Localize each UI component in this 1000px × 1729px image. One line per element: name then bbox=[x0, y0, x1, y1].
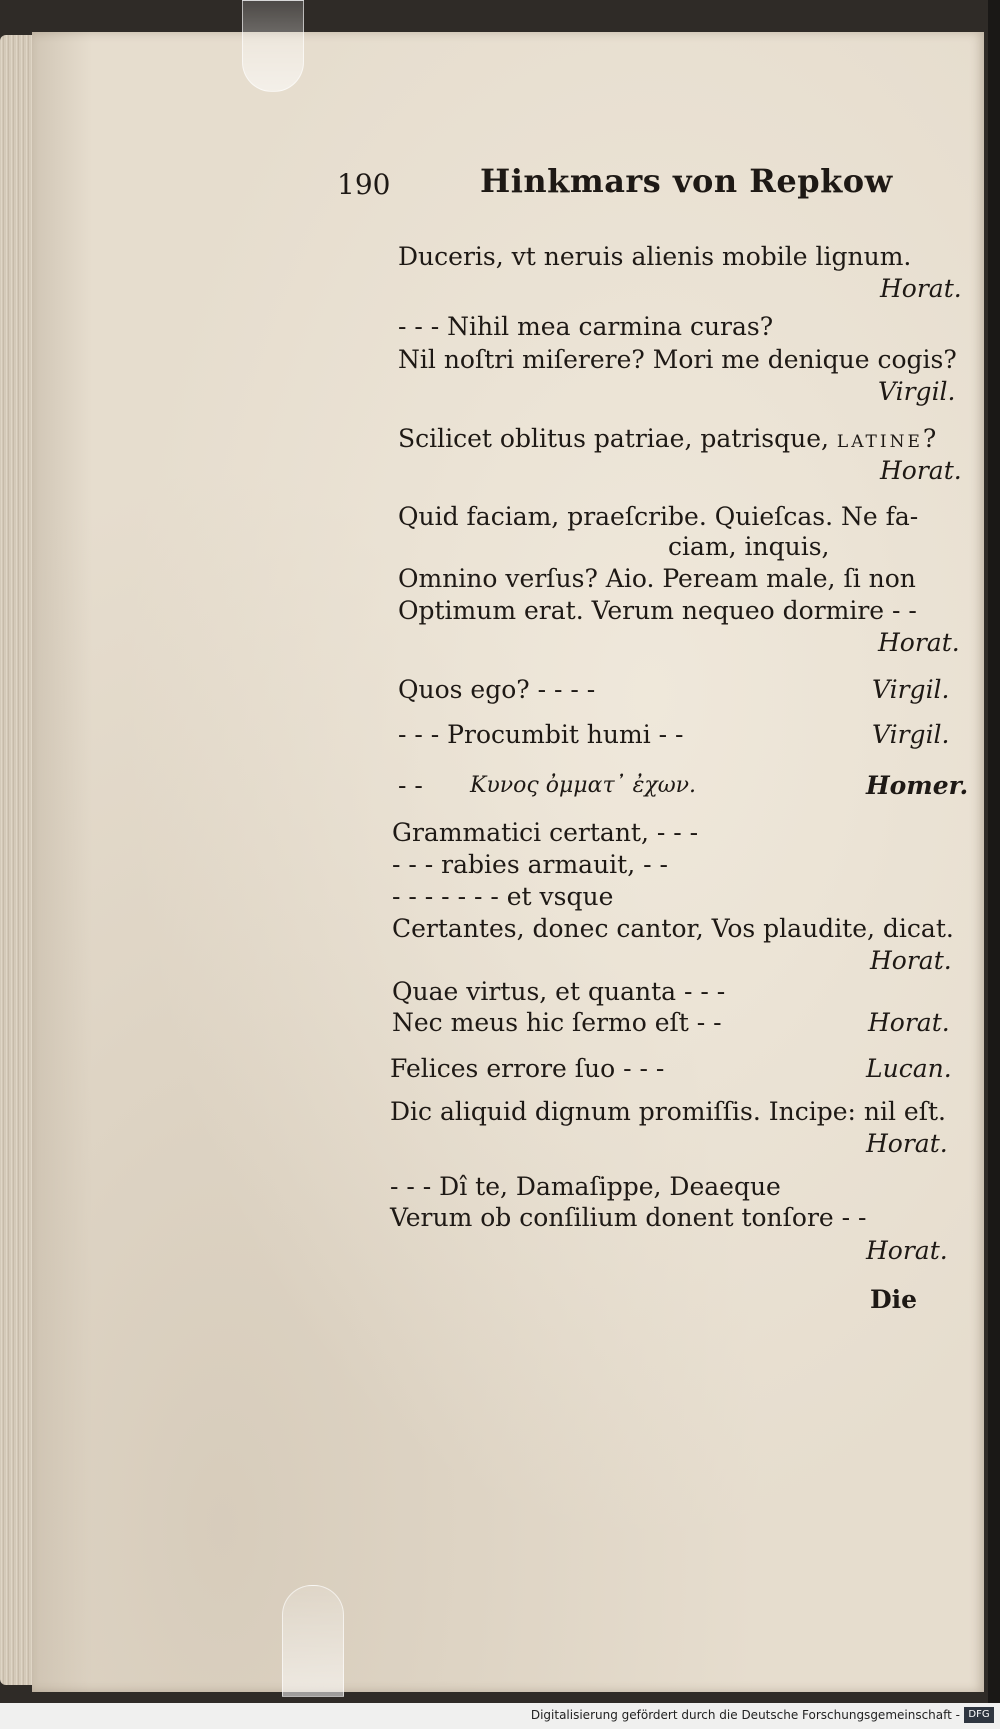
source-attribution: Virgil. bbox=[878, 377, 956, 406]
source-attribution: Lucan. bbox=[866, 1054, 952, 1083]
source-attribution: Virgil. bbox=[872, 720, 950, 749]
text-line: Quae virtus, et quanta - - - bbox=[392, 977, 726, 1006]
dfg-logo: DFG bbox=[964, 1707, 994, 1723]
source-attribution: Horat. bbox=[866, 1236, 948, 1265]
text-line: - - - Dî te, Damaſippe, Deaeque bbox=[390, 1172, 781, 1201]
text-line: Duceris, vt neruis alienis mobile lignum. bbox=[398, 242, 912, 271]
text-line: Nil noſtri miſerere? Mori me denique cogis? bbox=[398, 345, 957, 374]
text-line: Omnino verſus? Aio. Peream male, ſi non bbox=[398, 564, 916, 593]
text-line: Quos ego? - - - - bbox=[398, 675, 596, 704]
text-line: Dic aliquid dignum promiſſis. Incipe: nil eſt. bbox=[390, 1097, 946, 1126]
text-line: Felices errore ſuo - - - bbox=[390, 1054, 665, 1083]
glass-clip-bottom bbox=[282, 1585, 344, 1697]
source-attribution: Horat. bbox=[870, 946, 952, 975]
greek-quotation: Κυνος ὀμματ᾽ ἐχων. bbox=[470, 773, 697, 798]
text-line: - - bbox=[398, 771, 423, 800]
source-attribution: Virgil. bbox=[872, 675, 950, 704]
catchword: Die bbox=[870, 1285, 918, 1314]
glass-clip-top bbox=[242, 0, 304, 92]
text-line: Verum ob conſilium donent tonſore - - bbox=[390, 1203, 867, 1232]
text-line: - - - Procumbit humi - - bbox=[398, 720, 684, 749]
cover-edge bbox=[988, 0, 1000, 1729]
text-line: Grammatici certant, - - - bbox=[392, 818, 699, 847]
page-number: 190 bbox=[337, 168, 391, 201]
source-attribution: Horat. bbox=[878, 628, 960, 657]
text-line: Certantes, donec cantor, Vos plaudite, dicat. bbox=[392, 914, 954, 943]
text-line: Quid faciam, praeſcribe. Quieſcas. Ne fa- bbox=[398, 502, 919, 531]
source-attribution: Horat. bbox=[880, 274, 962, 303]
running-title: Hinkmars von Repkow bbox=[480, 162, 893, 200]
source-attribution: Horat. bbox=[880, 456, 962, 485]
funding-credit: Digitalisierung gefördert durch die Deutsche Forschungsgemeinschaft - bbox=[530, 1708, 960, 1722]
source-attribution: Homer. bbox=[866, 771, 969, 800]
text-line: ciam, inquis, bbox=[668, 532, 830, 561]
text-line: Nec meus hic ſermo eſt - - bbox=[392, 1008, 722, 1037]
text-line: - - - rabies armauit, - - bbox=[392, 850, 668, 879]
source-attribution: Horat. bbox=[868, 1008, 950, 1037]
text-line: Optimum erat. Verum nequeo dormire - - bbox=[398, 596, 917, 625]
source-attribution: Horat. bbox=[866, 1129, 948, 1158]
text-line: - - - Nihil mea carmina curas? bbox=[398, 312, 774, 341]
text-line: Scilicet oblitus patriae, patrisque, LATINE? bbox=[398, 424, 937, 453]
text-line: - - - - - - - et vsque bbox=[392, 882, 614, 911]
